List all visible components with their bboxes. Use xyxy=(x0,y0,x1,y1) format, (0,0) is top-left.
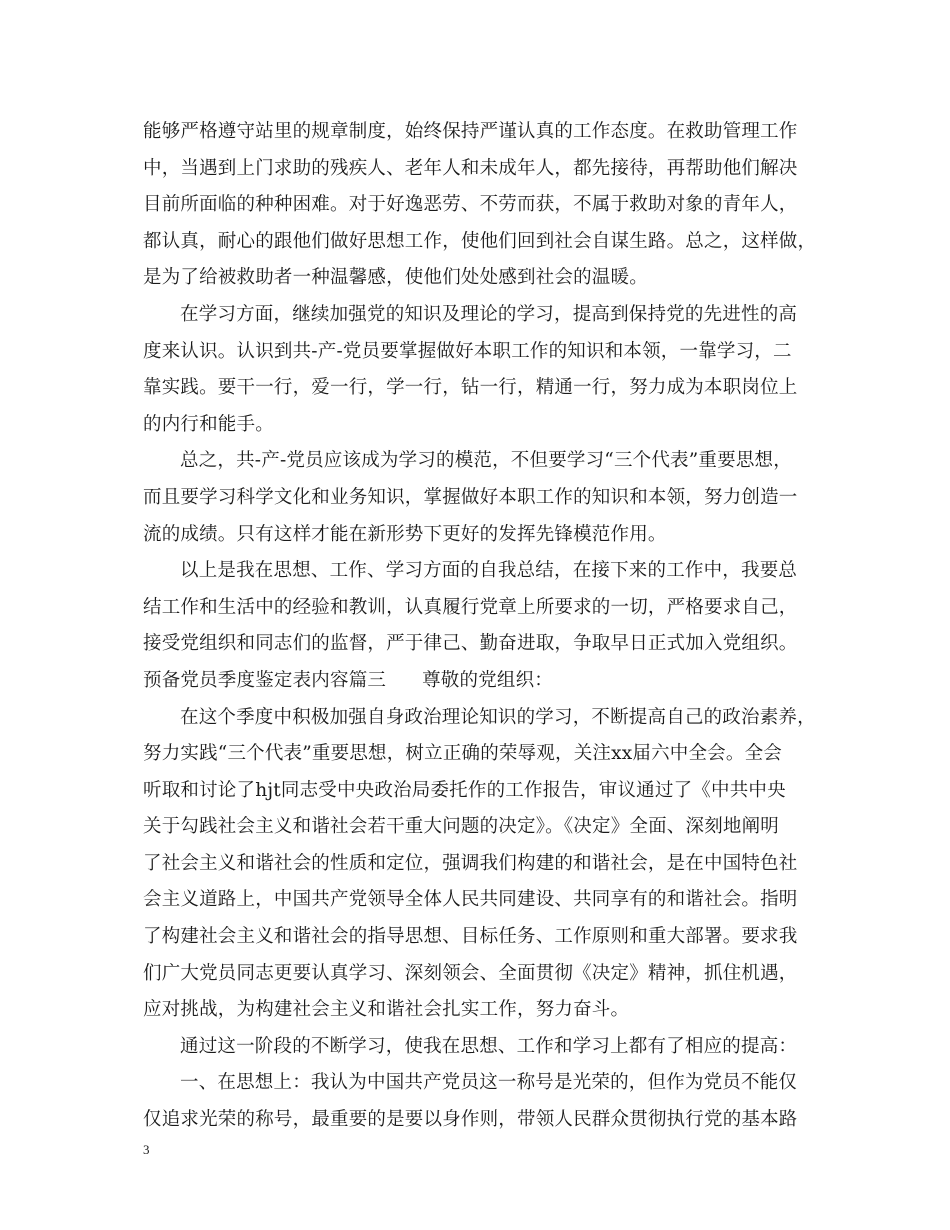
text-line: 都认真，耐心的跟他们做好思想工作，使他们回到社会自谋生路。总之，这样做， xyxy=(143,230,817,252)
section-heading xyxy=(143,663,823,700)
text-line: 努力实践“三个代表”重要思想，树立正确的荣辱观，关注xx届六中全会。全会 xyxy=(143,743,782,765)
paragraph-start-line: 在学习方面，继续加强党的知识及理论的学习，提高到保持党的先进性的高 xyxy=(180,303,798,325)
text-line: 而且要学习科学文化和业务知识，掌握做好本职工作的知识和本领，努力创造一 xyxy=(143,486,798,508)
salutation: 尊敬的党组织： xyxy=(422,669,554,691)
page-number: 3 xyxy=(143,1142,150,1157)
text-line: 仅追求光荣的称号，最重要的是要以身作则，带领人民群众贯彻执行党的基本路 xyxy=(143,1109,798,1131)
text-line: 目前所面临的种种困难。对于好逸恶劳、不劳而获，不属于救助对象的青年人， xyxy=(143,194,798,216)
text-line: 中，当遇到上门求助的残疾人、老年人和未成年人，都先接待，再帮助他们解决 xyxy=(143,157,798,179)
section-title: 预备党员季度鉴定表内容篇三 xyxy=(143,669,387,691)
paragraph-start-line: 通过这一阶段的不断学习，使我在思想、工作和学习上都有了相应的提高： xyxy=(180,1035,798,1057)
text-line: 流的成绩。只有这样才能在新形势下更好的发挥先锋模范作用。 xyxy=(143,523,667,545)
text-line: 能够严格遵守站里的规章制度，始终保持严谨认真的工作态度。在救助管理工作 xyxy=(143,121,798,142)
text-line: 度来认识。认识到共-产-党员要掌握做好本职工作的知识和本领，一靠学习，二 xyxy=(143,340,792,362)
text-line: 靠实践。要干一行，爱一行，学一行，钻一行，精通一行，努力成为本职岗位上 xyxy=(143,377,798,399)
text-line: 了构建社会主义和谐社会的指导思想、目标任务、工作原则和重大部署。要求我 xyxy=(143,926,798,948)
text-line: 接受党组织和同志们的监督，严于律己、勤奋进取，争取早日正式加入党组织。 xyxy=(143,633,798,655)
text-line: 了社会主义和谐社会的性质和定位，强调我们构建的和谐社会，是在中国特色社 xyxy=(143,852,798,874)
text-line: 应对挑战，为构建社会主义和谐社会扎实工作，努力奋斗。 xyxy=(143,999,630,1021)
text-line: 会主义道路上，中国共产党领导全体人民共同建设、共同享有的和谐社会。指明 xyxy=(143,889,798,911)
text-line: 关于勾践社会主义和谐社会若干重大问题的决定》。《决定》全面、深刻地阐明 xyxy=(143,816,780,838)
paragraph-start-line: 总之，共-产-党员应该成为学习的模范，不但要学习“三个代表”重要思想， xyxy=(180,450,792,472)
text-line: 听取和讨论了hjt同志受中央政治局委托作的工作报告，审议通过了《中共中央 xyxy=(143,779,786,801)
paragraph-start-line: 一、在思想上：我认为中国共产党员这一称号是光荣的，但作为党员不能仅 xyxy=(180,1072,798,1094)
text-line: 的内行和能手。 xyxy=(143,413,274,435)
paragraph-start-line: 在这个季度中积极加强自身政治理论知识的学习，不断提高自己的政治素养， xyxy=(180,706,816,728)
text-line: 结工作和生活中的经验和教训，认真履行党章上所要求的一切，严格要求自己， xyxy=(143,596,798,618)
paragraph-start-line: 以上是我在思想、工作、学习方面的自我总结，在接下来的工作中，我要总 xyxy=(180,560,798,582)
text-line: 们广大党员同志更要认真学习、深刻领会、全面贯彻《决定》精神，抓住机遇， xyxy=(143,962,798,984)
document-body xyxy=(143,114,823,1139)
text-line: 是为了给被救助者一种温馨感，使他们处处感到社会的温暖。 xyxy=(143,267,648,289)
